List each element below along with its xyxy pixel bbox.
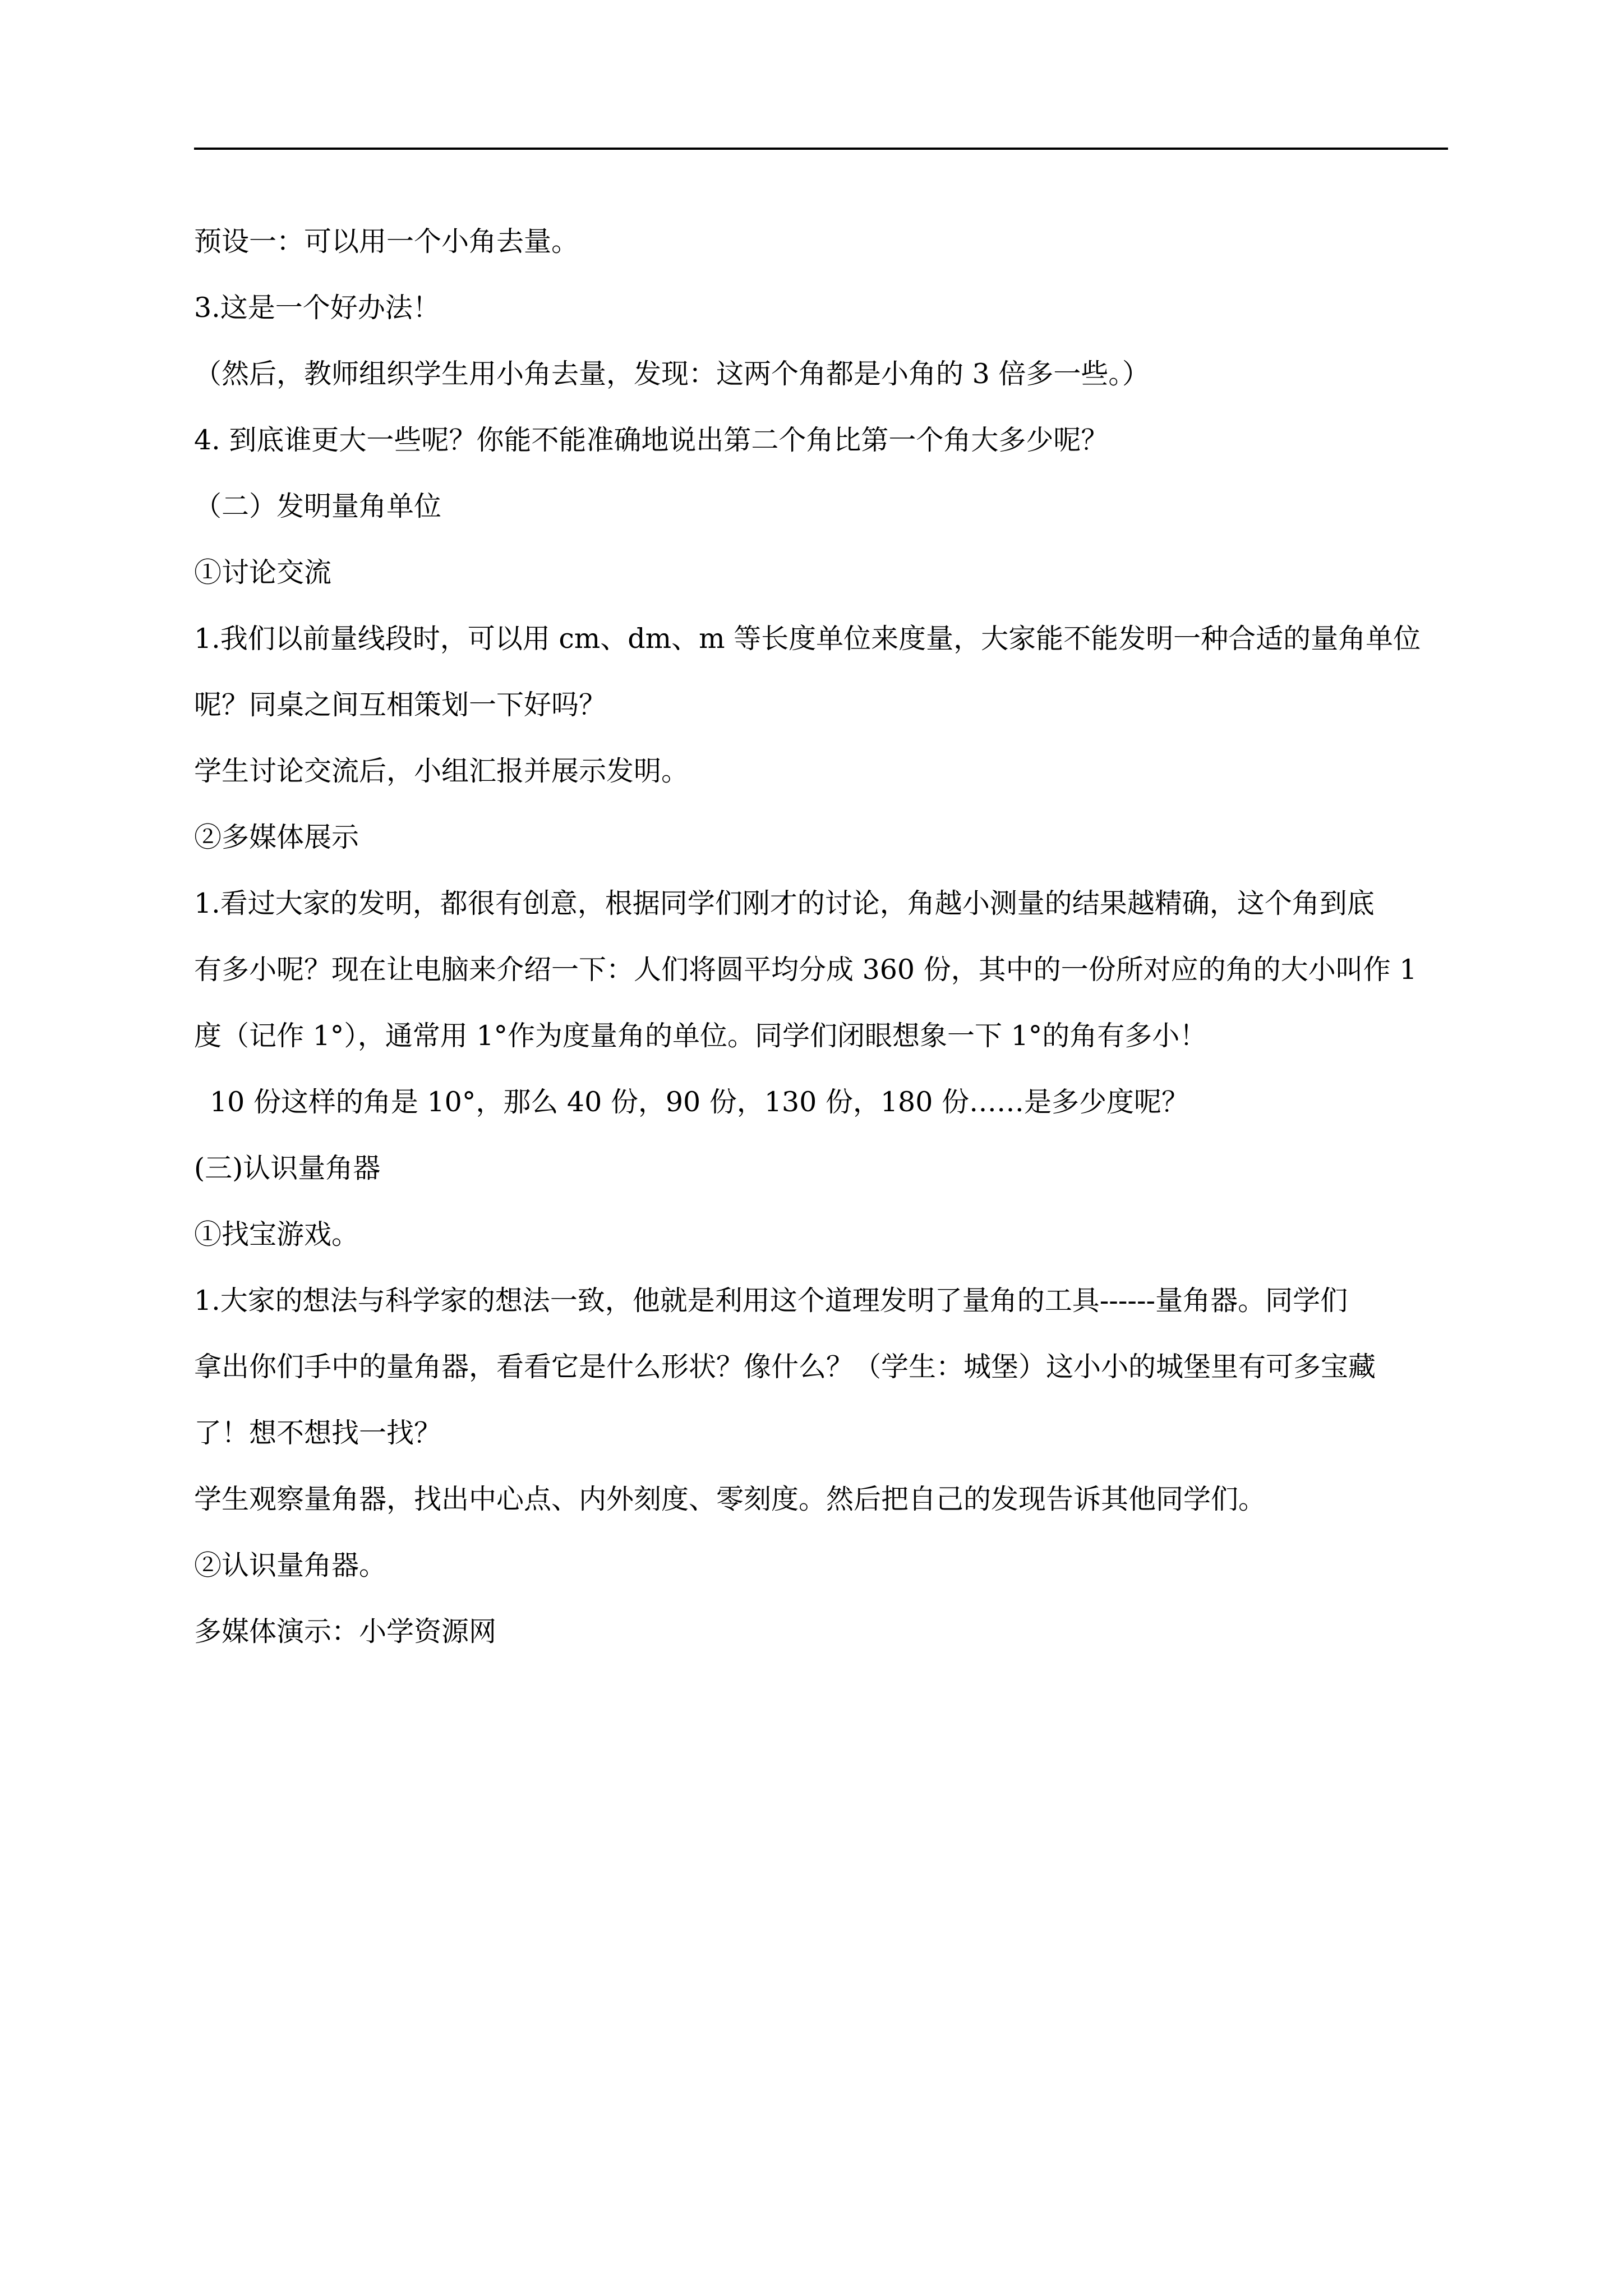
section-heading: （二）发明量角单位 — [194, 490, 442, 522]
paragraph-line: 学生讨论交流后，小组汇报并展示发明。 — [194, 755, 689, 787]
paragraph-line: 学生观察量角器，找出中心点、内外刻度、零刻度。然后把自己的发现告诉其他同学们。 — [194, 1483, 1266, 1515]
paragraph-line: （然后，教师组织学生用小角去量，发现：这两个角都是小角的 3 倍多一些。） — [194, 358, 1150, 390]
paragraph-line: 1.大家的想法与科学家的想法一致，他就是利用这个道理发明了量角的工具------量角器。同学们 — [194, 1285, 1348, 1317]
subsection-heading: ①讨论交流 — [194, 556, 332, 588]
paragraph-line: 4. 到底谁更大一些呢？你能不能准确地说出第二个角比第一个角大多少呢？ — [194, 424, 1109, 456]
paragraph-line: 呢？同桌之间互相策划一下好吗？ — [194, 689, 607, 721]
paragraph-line: 度（记作 1°），通常用 1°作为度量角的单位。同学们闭眼想象一下 1°的角有多小！ — [194, 1020, 1207, 1052]
subsection-heading: ②认识量角器。 — [194, 1549, 387, 1581]
paragraph-line: 1.看过大家的发明，都很有创意，根据同学们刚才的讨论，角越小测量的结果越精确，这个角到底 — [194, 887, 1375, 919]
paragraph-line: 10 份这样的角是 10°，那么 40 份，90 份，130 份，180 份……是多少度呢？ — [210, 1086, 1189, 1118]
paragraph-line: 有多小呢？现在让电脑来介绍一下：人们将圆平均分成 360 份，其中的一份所对应的角的大小叫作 1 — [194, 954, 1417, 986]
paragraph-line: 1.我们以前量线段时，可以用 cm、dm、m 等长度单位来度量，大家能不能发明一种合适的量角单位 — [194, 623, 1421, 655]
paragraph-line: 多媒体演示：小学资源网 — [194, 1616, 497, 1648]
subsection-heading: ②多媒体展示 — [194, 821, 359, 853]
paragraph-line: 了！想不想找一找？ — [194, 1417, 442, 1449]
paragraph-line: 拿出你们手中的量角器，看看它是什么形状？像什么？（学生：城堡）这小小的城堡里有可多宝藏 — [194, 1351, 1376, 1383]
subsection-heading: ①找宝游戏。 — [194, 1218, 359, 1250]
section-heading: (三)认识量角器 — [194, 1152, 381, 1184]
paragraph-line: 3.这是一个好办法！ — [194, 292, 440, 324]
paragraph-line: 预设一：可以用一个小角去量。 — [194, 226, 579, 257]
header-rule — [194, 148, 1448, 150]
document-body — [194, 209, 1448, 1665]
